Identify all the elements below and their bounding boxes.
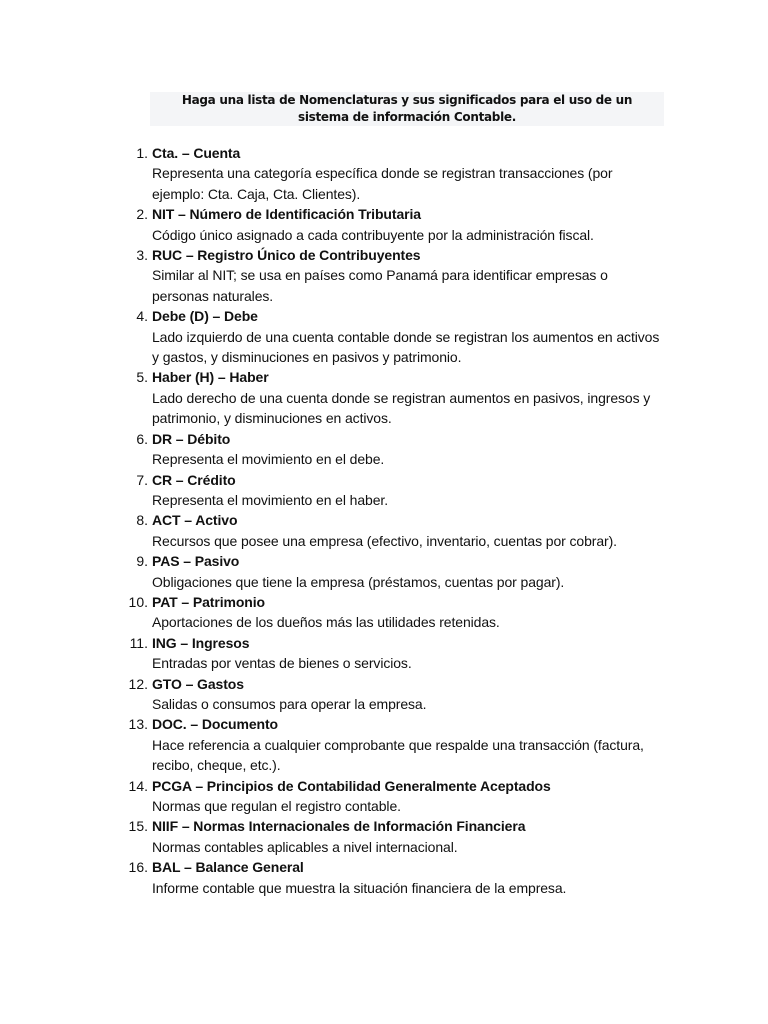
item-content	[152, 551, 666, 592]
item-term: DOC. – Documento	[152, 716, 278, 733]
item-content	[152, 245, 666, 306]
item-number: 6.	[136, 430, 148, 447]
item-description: Hace referencia a cualquier comprobante que respalde una transacción (factura, recibo, cheque, etc.).	[152, 736, 644, 774]
item-number: 16.	[128, 859, 148, 876]
list-item	[106, 674, 666, 715]
item-content	[152, 470, 666, 511]
item-content	[152, 429, 666, 470]
item-number: 5.	[136, 369, 148, 386]
item-number: 9.	[136, 553, 148, 570]
item-number: 14.	[128, 777, 148, 794]
item-content	[152, 143, 666, 204]
list-item	[106, 816, 666, 857]
item-description: Lado izquierdo de una cuenta contable donde se registran los aumentos en activos y gastos, y disminuciones en pasivos y patrimonio.	[152, 328, 660, 366]
item-term: CR – Crédito	[152, 471, 236, 488]
item-term: NIT – Número de Identificación Tributaria	[152, 206, 421, 223]
heading-box	[150, 92, 664, 126]
item-content	[152, 367, 666, 428]
item-term: Debe (D) – Debe	[152, 308, 258, 325]
item-number: 8.	[136, 512, 148, 529]
list-item	[106, 204, 666, 245]
item-description: Código único asignado a cada contribuyente por la administración fiscal.	[152, 226, 594, 243]
item-description: Recursos que posee una empresa (efectivo, inventario, cuentas por cobrar).	[152, 532, 617, 549]
list-item	[106, 143, 666, 204]
item-content	[152, 816, 666, 857]
list-item	[106, 306, 666, 367]
list-item	[106, 551, 666, 592]
item-description: Informe contable que muestra la situación financiera de la empresa.	[152, 879, 567, 896]
item-term: PAS – Pasivo	[152, 553, 240, 570]
item-content	[152, 714, 666, 775]
document-heading: Haga una lista de Nomenclaturas y sus significados para el uso de un sistema de información Contable.	[181, 93, 633, 124]
item-number: 15.	[128, 818, 148, 835]
list-item	[106, 470, 666, 511]
nomenclature-list	[106, 143, 666, 898]
list-item	[106, 510, 666, 551]
item-content	[152, 204, 666, 245]
item-description: Representa una categoría específica donde se registran transacciones (por ejemplo: Cta. Caja, Cta. Clientes).	[152, 165, 613, 202]
item-number: 11.	[129, 634, 148, 651]
item-description: Similar al NIT; se usa en países como Panamá para identificar empresas o personas naturales.	[152, 267, 608, 304]
item-content	[152, 857, 666, 898]
item-description: Lado derecho de una cuenta donde se registran aumentos en pasivos, ingresos y patrimonio, y disminuciones en activos.	[152, 389, 651, 427]
item-content	[152, 592, 666, 633]
item-description: Normas que regulan el registro contable.	[152, 798, 401, 814]
item-number: 7.	[136, 471, 148, 488]
item-description: Representa el movimiento en el debe.	[152, 451, 385, 468]
item-term: BAL – Balance General	[152, 859, 304, 876]
item-number: 3.	[136, 247, 148, 264]
item-content	[152, 306, 666, 367]
item-description: Aportaciones de los dueños más las utilidades retenidas.	[152, 614, 500, 631]
item-term: PAT – Patrimonio	[152, 593, 266, 610]
list-item	[106, 592, 666, 633]
list-item	[106, 857, 666, 898]
item-content	[152, 674, 666, 715]
item-content	[152, 776, 666, 817]
item-number: 1.	[136, 145, 148, 161]
list-item	[106, 367, 666, 428]
item-term: GTO – Gastos	[152, 675, 244, 692]
item-term: ACT – Activo	[152, 512, 238, 529]
list-item	[106, 633, 666, 674]
item-description: Normas contables aplicables a nivel internacional.	[152, 838, 458, 855]
item-description: Salidas o consumos para operar la empresa.	[152, 695, 427, 712]
item-content	[152, 633, 666, 674]
list-item	[106, 245, 666, 306]
item-term: NIIF – Normas Internacionales de Información Financiera	[152, 818, 526, 835]
item-term: DR – Débito	[152, 430, 231, 447]
item-term: ING – Ingresos	[152, 634, 250, 651]
item-description: Representa el movimiento en el haber.	[152, 491, 388, 508]
item-term: PCGA – Principios de Contabilidad Generalmente Aceptados	[152, 777, 551, 794]
item-term: Cta. – Cuenta	[152, 145, 241, 161]
list-item	[106, 429, 666, 470]
item-number: 2.	[136, 206, 148, 223]
item-term: RUC – Registro Único de Contribuyentes	[152, 247, 421, 264]
item-number: 13.	[128, 716, 148, 733]
item-content	[152, 510, 666, 551]
list-item	[106, 714, 666, 775]
list-item	[106, 776, 666, 817]
item-number: 10.	[128, 593, 148, 610]
item-number: 4.	[136, 308, 148, 325]
item-number: 12.	[128, 675, 148, 692]
item-description: Obligaciones que tiene la empresa (préstamos, cuentas por pagar).	[152, 573, 565, 590]
item-description: Entradas por ventas de bienes o servicios.	[152, 655, 412, 672]
item-term: Haber (H) – Haber	[152, 369, 269, 386]
